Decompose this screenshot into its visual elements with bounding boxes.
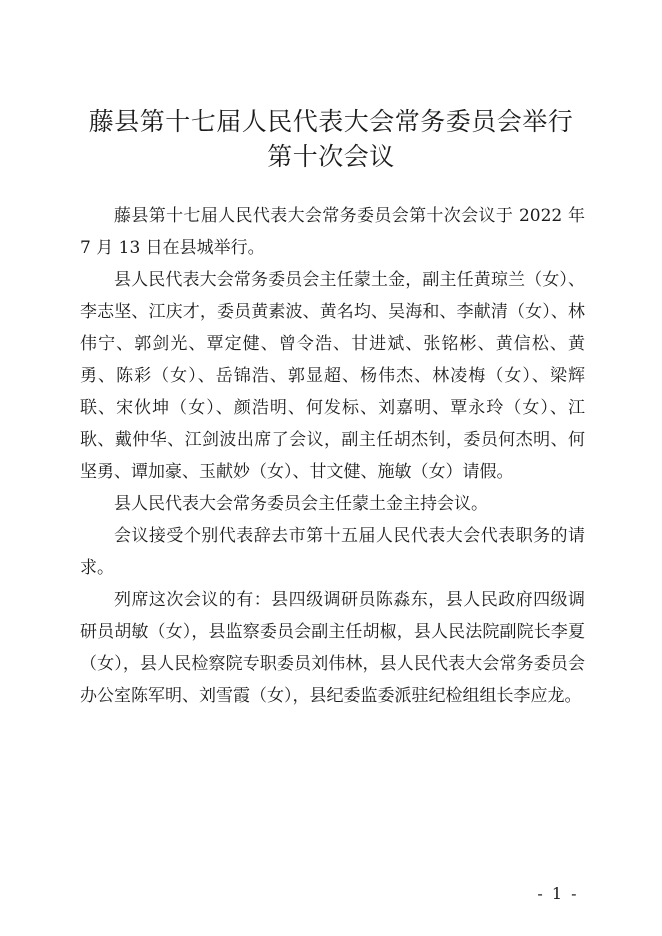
paragraph-observers: 列席这次会议的有：县四级调研员陈淼东，县人民政府四级调研员胡敏（女），县监察委员会副主任胡椒，县人民法院副院长李夏（女），县人民检察院专职委员刘伟林，县人民代表大会常务委员会办公室陈军明、刘雪霞（女），县纪委监委派驻纪检组组长李应龙。: [80, 590, 585, 706]
paragraph-attendees: 县人民代表大会常务委员会主任蒙土金，副主任黄琼兰（女）、李志坚、江庆才，委员黄素波、黄名均、吴海和、李献清（女）、林伟宁、郭剑光、覃定健、曾令浩、甘进斌、张铭彬、黄信松、黄勇、陈彩（女）、岳锦浩、郭显超、杨伟杰、林凌梅（女）、梁辉联、宋伙坤（女）、颜浩明、何发标、刘嘉明、覃永玲（女）、江耿、戴仲华、江剑波出席了会议，副主任胡杰钊，委员何杰明、何坚勇、谭加豪、玉献妙（女）、甘文健、施敏（女）请假。: [80, 270, 585, 482]
paragraph-resignation: 会议接受个别代表辞去市第十五届人民代表大会代表职务的请求。: [80, 526, 585, 578]
paragraph-chair: 县人民代表大会常务委员会主任蒙土金主持会议。: [114, 494, 488, 514]
paragraph-meeting-date: 藤县第十七届人民代表大会常务委员会第十次会议于 2022 年 7 月 13 日在县城举行。: [80, 206, 585, 258]
document-body: [80, 200, 585, 712]
document-title: [0, 104, 662, 174]
title-line-2: 第十次会议: [267, 142, 395, 171]
title-line-1: 藤县第十七届人民代表大会常务委员会举行: [88, 107, 574, 136]
page-number: - 1 -: [537, 884, 579, 903]
